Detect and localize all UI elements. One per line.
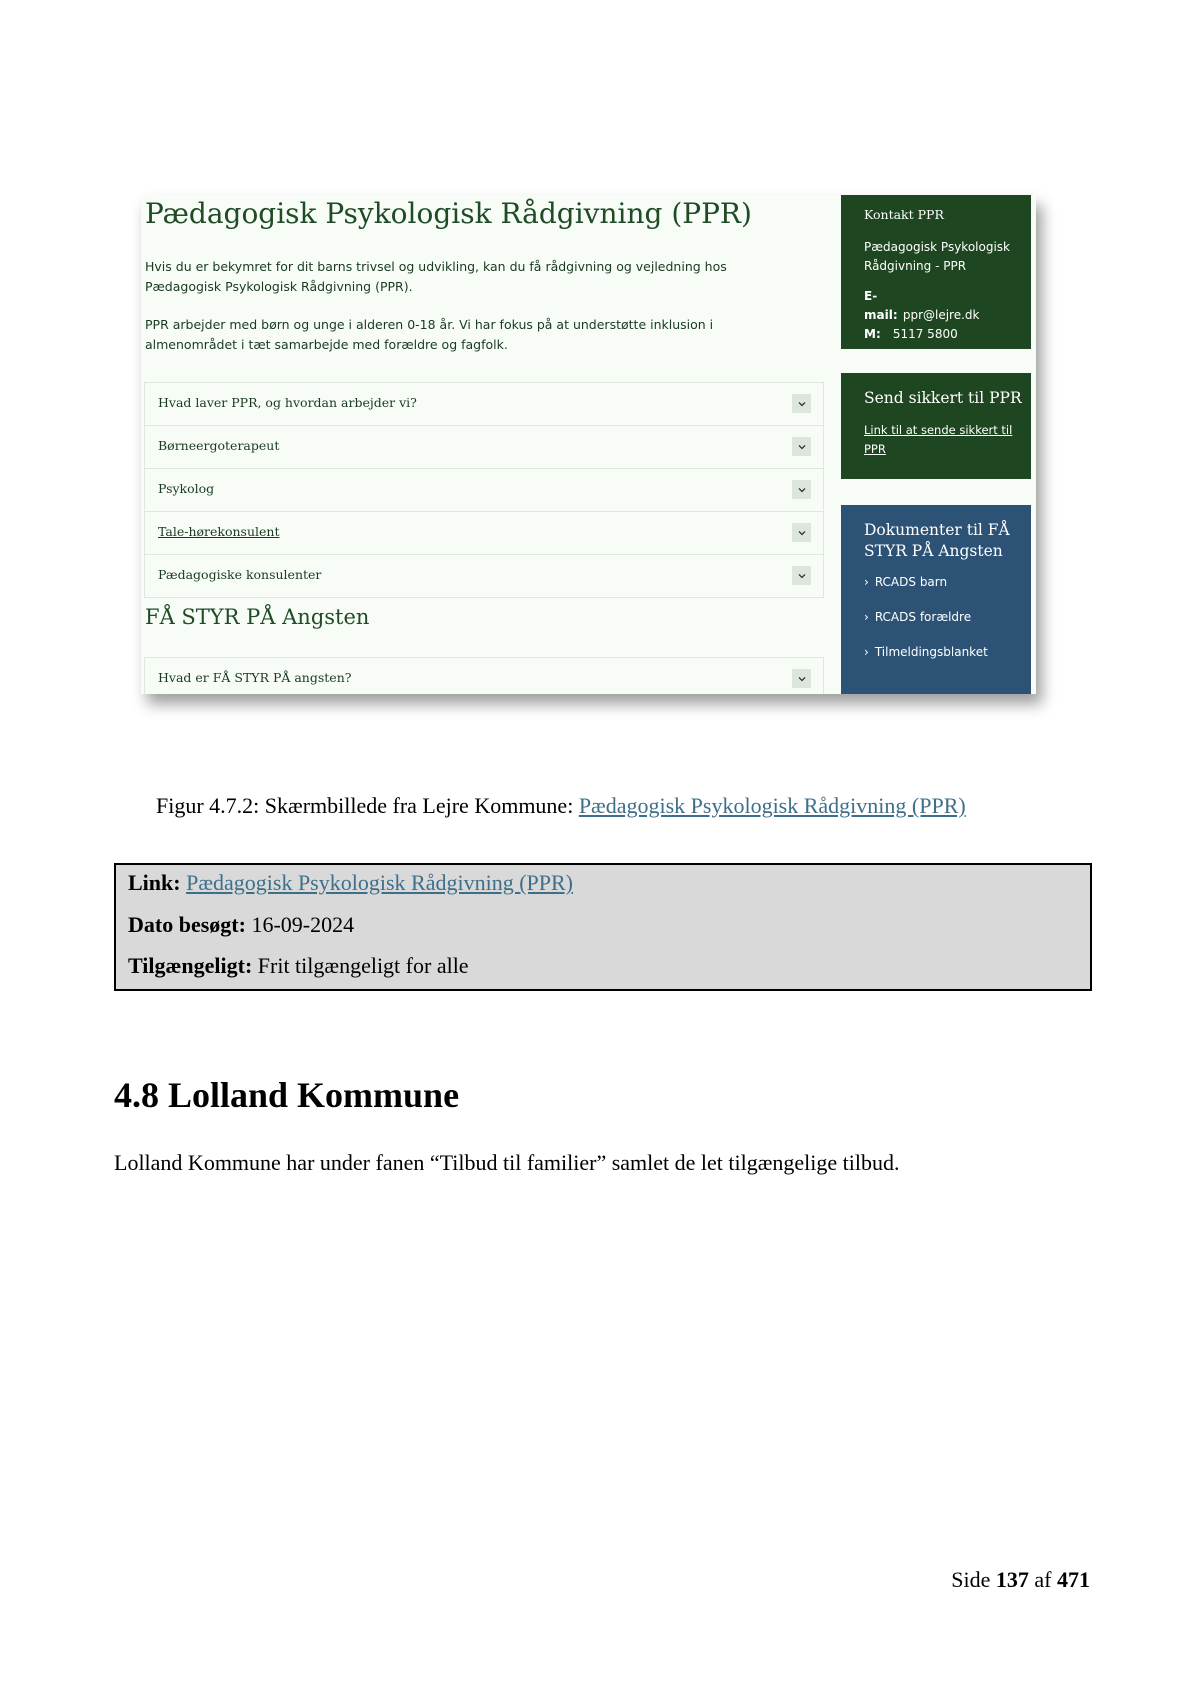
screenshot-main-column xyxy=(141,195,831,694)
documents-box xyxy=(841,505,1031,694)
chevron-down-icon[interactable] xyxy=(792,669,811,688)
accordion-item-label: Pædagogiske konsulenter xyxy=(158,567,322,582)
chevron-down-icon[interactable] xyxy=(792,394,811,413)
access-value: Frit tilgængeligt for alle xyxy=(257,953,469,978)
accordion-ppr xyxy=(144,382,824,598)
screenshot-ppr-paragraph: PPR arbejder med børn og unge i alderen 0-18 år. Vi har fokus på at understøtte inklusion i almenområdet i tæt samarbejde med forældre og fagfolk. xyxy=(145,317,714,352)
section-heading: 4.8 Lolland Kommune xyxy=(114,1075,460,1115)
screenshot-subheading: FÅ STYR PÅ Angsten xyxy=(145,605,370,629)
contact-details xyxy=(864,287,979,344)
source-link[interactable]: Pædagogisk Psykologisk Rådgivning (PPR) xyxy=(186,870,573,895)
caption-text: Figur 4.7.2: Skærmbillede fra Lejre Kommune: xyxy=(156,793,579,818)
link-label: Link: xyxy=(128,870,181,895)
section-body-text: Lolland Kommune har under fanen “Tilbud til familier” samlet de let tilgængelige tilbud. xyxy=(114,1150,900,1175)
chevron-right-icon: › xyxy=(864,610,869,624)
chevron-down-icon[interactable] xyxy=(792,566,811,585)
accordion-item-label: Børneergoterapeut xyxy=(158,438,280,453)
email-label: E-mail: xyxy=(864,289,898,322)
info-link-row xyxy=(128,870,573,896)
phone-value[interactable]: 5117 5800 xyxy=(892,327,958,341)
accordion-item[interactable] xyxy=(145,469,823,512)
send-secure-box xyxy=(841,373,1031,479)
accordion-item-label: Hvad laver PPR, og hvordan arbejder vi? xyxy=(158,395,417,410)
access-label: Tilgængeligt: xyxy=(128,953,253,978)
figure-caption xyxy=(156,793,966,819)
chevron-down-icon[interactable] xyxy=(792,480,811,499)
accordion-item-label: Hvad er FÅ STYR PÅ angsten? xyxy=(158,670,352,685)
screenshot-page-title: Pædagogisk Psykologisk Rådgivning (PPR) xyxy=(145,197,752,230)
accordion-item[interactable] xyxy=(145,555,823,597)
send-secure-heading: Send sikkert til PPR xyxy=(864,389,1022,407)
phone-label: M: xyxy=(864,327,881,341)
document-link[interactable]: › Tilmeldingsblanket xyxy=(864,645,988,659)
chevron-down-icon[interactable] xyxy=(792,523,811,542)
footer-prefix: Side xyxy=(951,1567,991,1592)
email-value[interactable]: ppr@lejre.dk xyxy=(902,308,980,322)
source-info-box xyxy=(114,863,1092,991)
page-total: 471 xyxy=(1057,1567,1090,1592)
accordion-angsten xyxy=(144,657,824,694)
date-label: Dato besøgt: xyxy=(128,912,246,937)
accordion-item[interactable] xyxy=(145,512,823,555)
chevron-down-icon[interactable] xyxy=(792,437,811,456)
accordion-item-label: Psykolog xyxy=(158,481,215,496)
document-link[interactable]: › RCADS barn xyxy=(864,575,948,589)
contact-name: Pædagogisk Psykologisk Rådgivning - PPR xyxy=(864,240,1010,273)
send-secure-link[interactable]: Link til at sende sikkert til PPR xyxy=(864,423,1013,456)
documents-heading: Dokumenter til FÅ STYR PÅ Angsten xyxy=(864,521,1010,560)
page-number: 137 xyxy=(995,1567,1029,1592)
caption-link[interactable]: Pædagogisk Psykologisk Rådgivning (PPR) xyxy=(578,793,966,818)
info-access-row xyxy=(128,953,469,979)
accordion-item[interactable] xyxy=(145,383,823,426)
chevron-right-icon: › xyxy=(864,575,869,589)
contact-heading: Kontakt PPR xyxy=(864,207,944,222)
accordion-item-label: Tale-hørekonsulent xyxy=(158,524,280,539)
document-link[interactable]: › RCADS forældre xyxy=(864,610,972,624)
accordion-item[interactable] xyxy=(145,658,823,694)
accordion-item[interactable] xyxy=(145,426,823,469)
date-value: 16-09-2024 xyxy=(251,912,355,937)
screenshot-sidebar xyxy=(841,195,1036,694)
chevron-right-icon: › xyxy=(864,645,869,659)
footer-mid: af xyxy=(1034,1567,1052,1592)
contact-box xyxy=(841,195,1031,349)
page-footer xyxy=(951,1567,1090,1593)
ppr-screenshot xyxy=(141,195,1036,694)
info-date-row xyxy=(128,912,354,938)
screenshot-intro-paragraph: Hvis du er bekymret for dit barns trivsel og udvikling, kan du få rådgivning og vejledning hos Pædagogisk Psykologisk Rådgivning (PPR). xyxy=(145,259,727,294)
